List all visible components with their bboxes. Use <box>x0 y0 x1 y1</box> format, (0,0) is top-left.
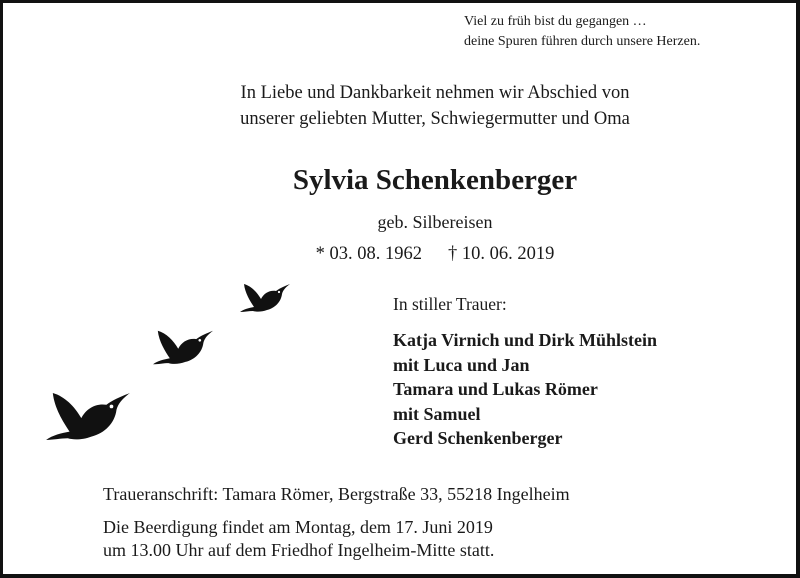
mourners-label: In stiller Trauer: <box>393 294 507 314</box>
mourner-line: Tamara und Lukas Römer <box>393 379 598 399</box>
maiden-name: geb. Silbereisen <box>377 212 493 232</box>
motto-verse <box>464 12 700 52</box>
motto-line-2: deine Spuren führen durch unsere Herzen. <box>464 34 701 49</box>
intro-line-1: In Liebe und Dankbarkeit nehmen wir Abschied von <box>240 83 630 103</box>
funeral-line-2: um 13.00 Uhr auf dem Friedhof Ingelheim-Mitte statt. <box>103 540 495 560</box>
mourner-line: Gerd Schenkenberger <box>393 428 563 448</box>
death-date: † 10. 06. 2019 <box>448 244 555 264</box>
funeral-line-1: Die Beerdigung findet am Montag, dem 17. Juni 2019 <box>103 517 493 537</box>
mourner-line: Katja Virnich und Dirk Mühlstein <box>393 330 658 350</box>
birth-date: * 03. 08. 1962 <box>315 244 422 264</box>
funeral-info <box>103 516 494 562</box>
intro-line-2: unserer geliebten Mutter, Schwiegermutter und Oma <box>240 109 630 129</box>
condolence-address: Traueranschrift: Tamara Römer, Bergstraße 33, 55218 Ingelheim <box>103 484 570 504</box>
bird-icon <box>240 281 290 315</box>
motto-line-1: Viel zu früh bist du gegangen … <box>464 14 647 29</box>
bird-icon <box>46 388 130 445</box>
life-dates <box>0 241 800 267</box>
mourner-line: mit Samuel <box>393 403 481 424</box>
intro-text <box>0 80 800 132</box>
mourner-line: mit Luca und Jan <box>393 354 530 375</box>
deceased-name: Sylvia Schenkenberger <box>292 164 578 196</box>
mourners-list <box>393 328 657 451</box>
bird-icon <box>153 327 213 368</box>
